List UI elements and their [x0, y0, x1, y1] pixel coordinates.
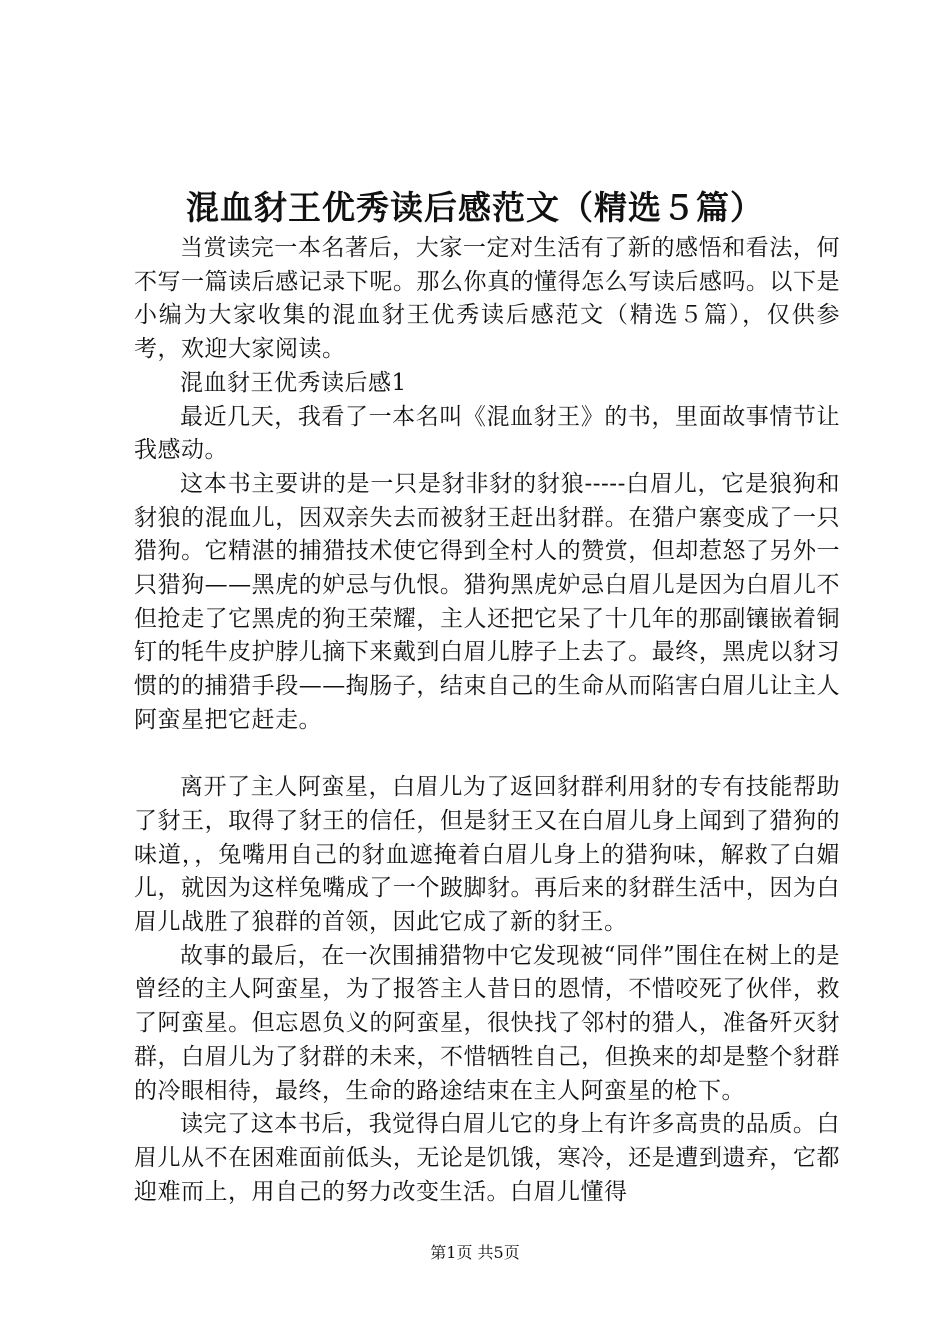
- paragraph-intro: 当赏读完一本名著后，大家一定对生活有了新的感悟和看法，何不写一篇读后感记录下呢。那么你真的懂得怎么写读后感吗。以下是小编为大家收集的混血豺王优秀读后感范文（精选５篇），仅供参考，欢迎大家阅读。: [134, 235, 840, 363]
- paragraph: 离开了主人阿蛮星，白眉儿为了返回豺群利用豺的专有技能帮助了豺王，取得了豺王的信任，但是豺王又在白眉儿身上闻到了猎狗的味道，，兔嘴用自己的豺血遮掩着白眉儿身上的猎狗味，解救了白媚儿，就因为这样兔嘴成了一个跛脚豺。再后来的豺群生活中，因为白眉儿战胜了狼群的首领，因此它成了新的豺王。: [134, 774, 840, 936]
- paragraph: 故事的最后，在一次围捕猎物中它发现被“同伴”围住在树上的是曾经的主人阿蛮星，为了报答主人昔日的恩情，不惜咬死了伙伴，救了阿蛮星。但忘恩负义的阿蛮星，很快找了邻村的猎人，准备歼灭豺群，白眉儿为了豺群的未来，不惜牺牲自己，但换来的却是整个豺群的冷眼相待，最终，生命的路途结束在主人阿蛮星的枪下。: [134, 942, 840, 1104]
- paragraph: 读完了这本书后，我觉得白眉儿它的身上有许多高贵的品质。白眉儿从不在困难面前低头，无论是饥饿，寒冷，还是遭到遗弃，它都迎难而上，用自己的努力改变生活。白眉儿懂得: [134, 1111, 840, 1205]
- blank-line: [134, 738, 840, 772]
- section-heading: 混血豺王优秀读后感1: [180, 369, 407, 396]
- document-title: 混血豺王优秀读后感范文（精选５篇）: [186, 188, 764, 227]
- page-footer: 第1页 共5页: [430, 1243, 520, 1262]
- paragraph: 这本书主要讲的是一只是豺非豺的豺狼-----白眉儿，它是狼狗和豺狼的混血儿，因双亲失去而被豺王赶出豺群。在猎户寨变成了一只猎狗。它精湛的捕猎技术使它得到全村人的赞赏，但却惹怒了另外一只猎狗——黑虎的妒忌与仇恨。猎狗黑虎妒忌白眉儿是因为白眉儿不但抢走了它黑虎的狗王荣耀，主人还把它呆了十几年的那副镶嵌着铜钉的牦牛皮护脖儿摘下来戴到白眉儿脖子上去了。最终，黑虎以豺习惯的的捕猎手段——掏肠子，结束自己的生命从而陷害白眉儿让主人阿蛮星把它赶走。: [134, 470, 840, 733]
- paragraph: 最近几天，我看了一本名叫《混血豺王》的书，里面故事情节让我感动。: [134, 403, 840, 464]
- document-body: [134, 232, 840, 1209]
